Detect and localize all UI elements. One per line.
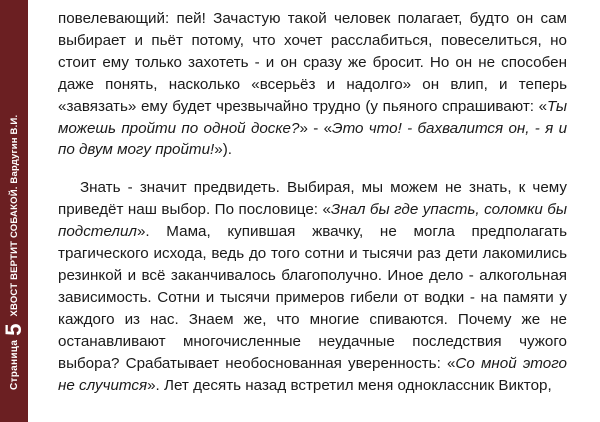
paragraph-1-text-a: повелевающий: пей! Зачастую такой человек полагает, будто он сам выбирает и пьёт потому, что хочет расслабиться, повеселиться, но стоит ему только захотеть - и он сразу же бросит. Но он не способен даже понять, насколько «всерьёз и надолго» он влип, и теперь «завязать» ему будет чрезвычайно трудно (у пьяного спрашивают: « (58, 10, 567, 115)
paragraph-2-text-b: ». Мама, купившая жвачку, не могла предполагать трагического исхода, ведь до того сотни и тысячи раз дети лакомились резинкой и всё заканчивалось благополучно. Иное дело - алкогольная зависимость. Сотни и тысячи примеров гибели от водки - на памяти у каждого из нас. Знаем же, что многие спиваются. Почему же не останавливают многочисленные неудачные последствия чужого выбора? Срабатывает необоснованная уверенность: « (58, 223, 567, 372)
book-title-author: ХВОСТ ВЕРТИТ СОБАКОЙ. Вардугин В.И. (8, 114, 20, 317)
sidebar-caption (3, 115, 25, 390)
paragraph-2-text-a: Знать - значит предвидеть. Выбирая, мы можем не знать, к чему приведёт наш выбор. По пословице: « (58, 179, 567, 219)
paragraph-1 (58, 8, 567, 161)
paragraph-2 (58, 177, 567, 396)
paragraph-1-text-c: »). (214, 141, 232, 159)
page-label: Страница (8, 339, 20, 390)
paragraph-2-text-c: ». Лет десять назад встретил меня одноклассник Виктор, (147, 376, 552, 394)
paragraph-2-quote-1: Знал бы где упасть, соломки бы подстелил (58, 201, 568, 241)
page-sidebar (0, 0, 28, 422)
paragraph-1-quote-2: Это что! - бахвалится он, - я и по двум могу пройти! (58, 119, 568, 159)
page-number: 5 (1, 323, 26, 336)
paragraph-1-text-b: » - « (299, 119, 333, 137)
page-body (58, 8, 567, 396)
paragraph-2-quote-2: Со мной этого не случится (58, 354, 567, 394)
paragraph-1-quote-1: Ты можешь пройти по одной доске? (58, 97, 567, 137)
